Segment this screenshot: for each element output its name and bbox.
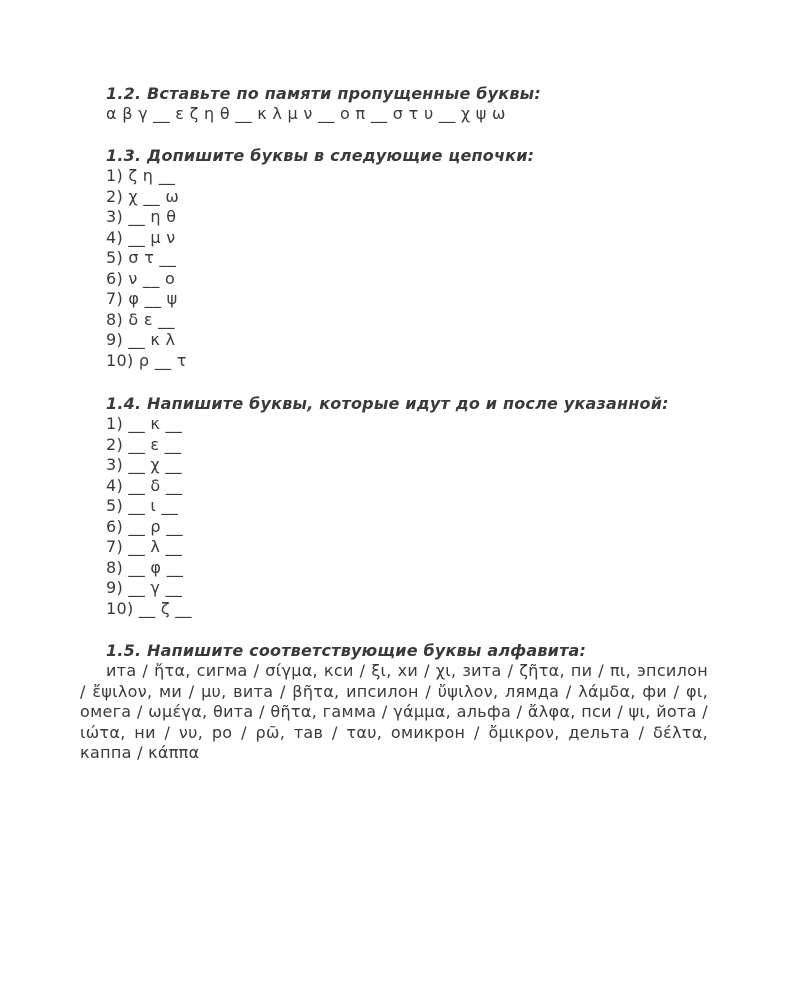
chain-item-7: 7) φ __ ψ (106, 289, 178, 308)
section-1-2-alphabet-line: α β γ __ ε ζ η θ __ κ λ μ ν __ ο π __ σ τ υ __ χ ψ ω (106, 104, 506, 123)
neighbor-item-7: 7) __ λ __ (106, 537, 183, 556)
neighbor-item-6: 6) __ ρ __ (106, 516, 183, 536)
letter-names-paragraph: ита / ἤτα, сигма / σίγμα, кси / ξι, хи / χι, зита / ζῆτα, пи / πι, эпсилон / ἔψιλον, ми / μυ, вита / βῆτα, ипсилон / ὔψιλον, лямда / λάμδα, фи / φι, омега / ωμέγα, θита / θῆτα, гамма / γάμμα, альфа / ἄλφα, пси / ψι, йота / ιώτα, ни / νυ, ро / ρῶ, тав / ταυ, омикрон / ὄμικρον, дельта / δέλτα, каппа / κάππα (80, 661, 708, 763)
chain-item-3: 3) __ η θ (106, 207, 177, 226)
section-1-4-heading: 1.4. Напишите буквы, которые идут до и после указанной: (106, 394, 669, 413)
neighbor-item-10: 10) __ ζ __ (106, 598, 192, 618)
chain-item-2: 2) χ __ ω (106, 186, 180, 206)
neighbor-item-1: 1) __ κ __ (106, 414, 183, 433)
section-1-5-heading: 1.5. Напишите соответствующие буквы алфавита: (106, 641, 587, 660)
chain-item-6: 6) ν __ ο (106, 268, 176, 288)
chain-item-4: 4) __ μ ν (106, 227, 176, 247)
neighbor-item-5: 5) __ ι __ (106, 496, 179, 515)
chain-item-9: 9) __ κ λ (106, 330, 176, 349)
chain-item-8: 8) δ ε __ (106, 309, 175, 329)
neighbor-item-3: 3) __ χ __ (106, 455, 182, 474)
neighbor-item-4: 4) __ δ __ (106, 475, 183, 495)
section-1-3-heading: 1.3. Допишите буквы в следующие цепочки: (106, 146, 535, 165)
chain-item-5: 5) σ τ __ (106, 248, 177, 267)
neighbor-item-9: 9) __ γ __ (106, 578, 183, 597)
neighbor-item-8: 8) __ φ __ (106, 557, 184, 577)
chain-item-1: 1) ζ η __ (106, 166, 176, 185)
chain-item-10: 10) ρ __ τ (106, 350, 187, 370)
section-1-2-heading: 1.2. Вставьте по памяти пропущенные буквы: (106, 84, 541, 103)
neighbor-item-2: 2) __ ε __ (106, 434, 182, 454)
